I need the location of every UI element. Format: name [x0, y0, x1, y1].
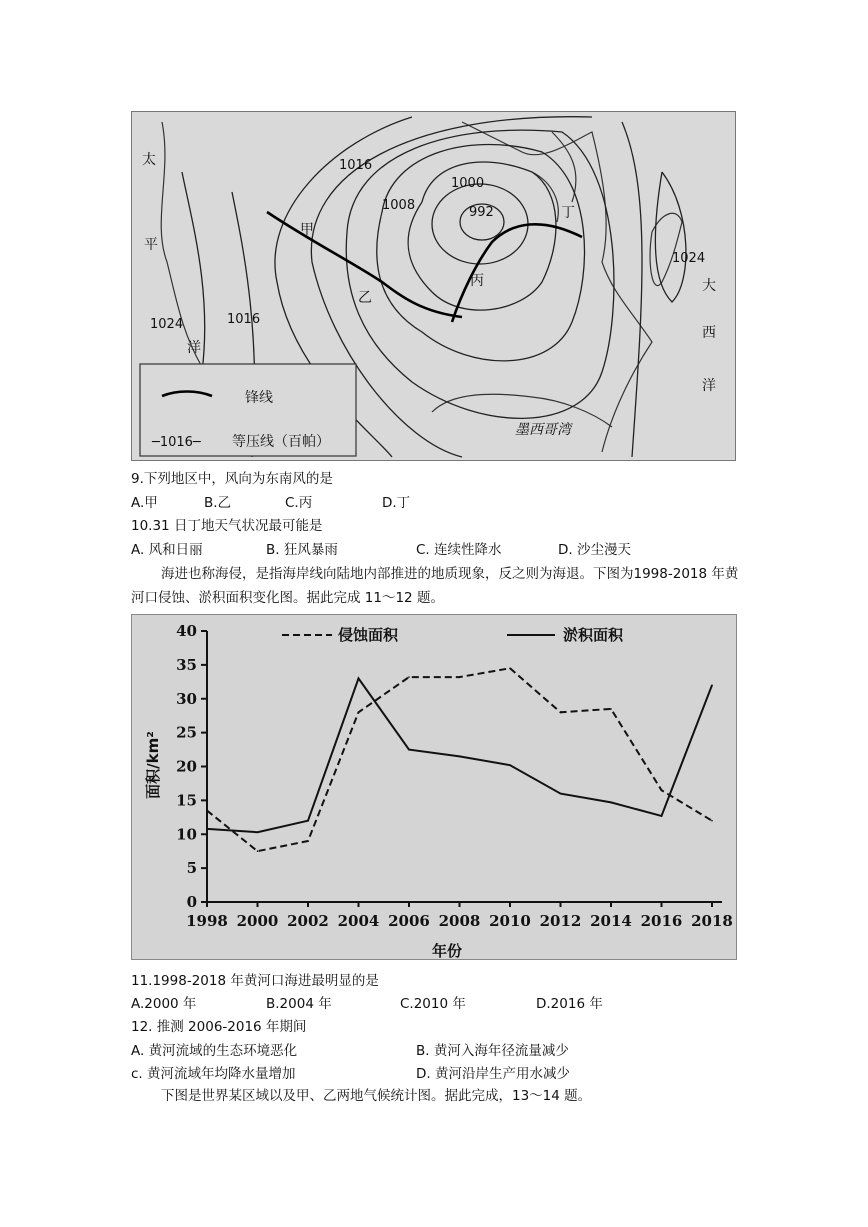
atlantic-char-1: 大 [702, 278, 716, 294]
q9-option-c[interactable]: C.丙 [285, 495, 313, 511]
place-bing: 丙 [470, 273, 484, 289]
erosion-point [560, 712, 562, 714]
legend-isobar-label: 等压线（百帕） [232, 434, 330, 450]
place-jia: 甲 [300, 222, 314, 238]
y-tick-label: 0 [186, 893, 197, 911]
erosion-point [459, 676, 461, 678]
deposition-point [711, 684, 713, 686]
erosion-point [408, 676, 410, 678]
q10-option-b[interactable]: B. 狂风暴雨 [266, 542, 338, 558]
q9-option-d[interactable]: D.丁 [382, 495, 411, 511]
isobar-label-992: 992 [469, 205, 494, 220]
deposition-point [661, 815, 663, 817]
erosion-point [711, 820, 713, 822]
q11-stem: 11.1998-2018 年黄河口海进最明显的是 [131, 973, 379, 989]
isobar-label-1016-b: 1016 [227, 312, 261, 327]
x-tick-label: 1998 [186, 912, 228, 930]
y-tick-label: 35 [176, 655, 197, 674]
isobar-label-1016-a: 1016 [339, 158, 373, 173]
x-tick-label: 2006 [388, 912, 430, 930]
q12-option-d[interactable]: D. 黄河沿岸生产用水减少 [416, 1066, 570, 1082]
deposition-point [610, 802, 612, 804]
pacific-char-1: 太 [142, 152, 156, 168]
deposition-point [459, 756, 461, 758]
intro-paragraph-1: 海进也称海侵，是指海岸线向陆地内部推进的地质现象，反之则为海退。下图为1998-2018 年黄河口侵蚀、淤积面积变化图。据此完成 11～12 题。 [131, 566, 739, 606]
q9-option-b[interactable]: B.乙 [204, 495, 232, 511]
q11-option-d[interactable]: D.2016 年 [536, 996, 603, 1012]
deposition-point [257, 831, 259, 833]
legend-front-label: 锋线 [245, 390, 273, 406]
series-erosion-line [207, 668, 712, 851]
q9-option-a[interactable]: A.甲 [131, 495, 158, 511]
erosion-point [661, 789, 663, 791]
legend-isobar-sample: ─1016─ [152, 435, 201, 450]
x-tick-label: 2008 [438, 912, 481, 930]
place-ding: 丁 [561, 205, 575, 221]
pacific-char-3: 洋 [187, 340, 201, 356]
erosion-point [206, 810, 208, 812]
x-tick-label: 2004 [337, 912, 380, 930]
gulf-label: 墨西哥湾 [515, 422, 571, 438]
place-yi: 乙 [358, 290, 372, 306]
erosion-point [307, 840, 309, 842]
x-tick-label: 2014 [590, 912, 632, 930]
q10-option-c[interactable]: C. 连续性降水 [416, 542, 502, 558]
x-tick-label: 2018 [691, 912, 733, 930]
legend-deposition-label: 淤积面积 [563, 626, 624, 644]
y-tick-label: 25 [176, 723, 197, 742]
series-deposition-line [207, 678, 712, 832]
q10-stem: 10.31 日丁地天气状况最可能是 [131, 518, 323, 534]
q11-option-b[interactable]: B.2004 年 [266, 996, 332, 1012]
q12-option-c[interactable]: c. 黄河流域年均降水量增加 [131, 1066, 296, 1082]
deposition-point [509, 764, 511, 766]
weather-map [131, 111, 736, 461]
deposition-point [560, 793, 562, 795]
y-tick-label: 20 [176, 757, 197, 776]
y-tick-label: 30 [176, 689, 197, 708]
q10-option-a[interactable]: A. 风和日丽 [131, 542, 203, 558]
q11-option-a[interactable]: A.2000 年 [131, 996, 197, 1012]
q9-stem: 9.下列地区中，风向为东南风的是 [131, 471, 333, 487]
q11-option-c[interactable]: C.2010 年 [400, 996, 466, 1012]
y-axis-label: 面积/km² [144, 731, 162, 799]
y-tick-label: 10 [176, 825, 197, 844]
erosion-point [610, 708, 612, 710]
x-tick-label: 2000 [236, 912, 279, 930]
q10-option-d[interactable]: D. 沙尘漫天 [558, 542, 631, 558]
x-tick-label: 2012 [539, 912, 582, 930]
legend-erosion-label: 侵蚀面积 [338, 626, 399, 644]
chart-svg [132, 615, 738, 961]
isobar-label-1008: 1008 [382, 198, 416, 213]
isobar-label-1024-a: 1024 [150, 317, 184, 332]
weather-map-svg [132, 112, 737, 462]
x-tick-label: 2010 [489, 912, 531, 930]
intro-paragraph-2: 下图是世界某区域以及甲、乙两地气候统计图。据此完成，13～14 题。 [161, 1088, 592, 1104]
isobar-label-1000: 1000 [451, 176, 485, 191]
erosion-point [509, 667, 511, 669]
y-tick-label: 15 [176, 791, 197, 810]
deposition-point [307, 820, 309, 822]
isobar-label-1024-b: 1024 [672, 251, 706, 266]
x-tick-label: 2016 [640, 912, 683, 930]
atlantic-char-2: 西 [702, 325, 716, 341]
deposition-point [408, 749, 410, 751]
deposition-point [206, 828, 208, 830]
deposition-point [358, 678, 360, 680]
pacific-char-2: 平 [144, 237, 158, 253]
erosion-deposition-chart [131, 614, 737, 960]
erosion-point [358, 712, 360, 714]
y-tick-label: 40 [176, 622, 197, 640]
erosion-point [257, 850, 259, 852]
q12-option-b[interactable]: B. 黄河入海年径流量减少 [416, 1043, 569, 1059]
q12-stem: 12. 推测 2006-2016 年期间 [131, 1019, 307, 1035]
x-axis-label: 年份 [431, 942, 463, 960]
q12-option-a[interactable]: A. 黄河流域的生态环境恶化 [131, 1043, 298, 1059]
atlantic-char-3: 洋 [702, 378, 716, 394]
x-tick-label: 2002 [287, 912, 329, 930]
y-tick-label: 5 [186, 859, 197, 878]
